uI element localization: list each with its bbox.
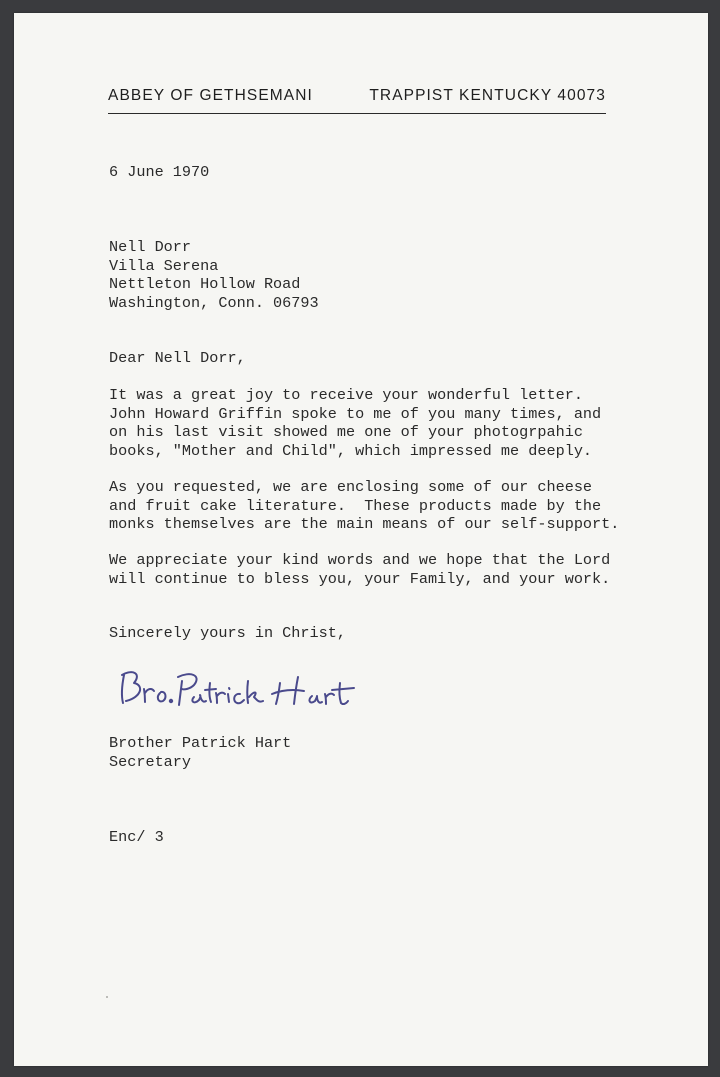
letter-page [14, 13, 708, 1066]
body-paragraph-1-line-3: on his last visit showed me one of your photogrpahic [109, 423, 583, 441]
signer-title: Secretary [109, 752, 192, 771]
handwritten-signature [118, 663, 378, 713]
letterhead [108, 85, 606, 114]
recipient-address-line-3: Washington, Conn. 06793 [109, 293, 319, 312]
body-paragraph-1-line-2: John Howard Griffin spoke to me of you many times, and [109, 404, 602, 423]
body-paragraph-1-line-4: books, "Mother and Child", which impressed me deeply. [109, 441, 593, 460]
body-paragraph-3-line-1: We appreciate your kind words and we hope that the Lord [109, 551, 611, 569]
letterhead-organization: ABBEY OF GETHSEMANI [108, 87, 313, 104]
paper-speck [106, 996, 108, 998]
recipient-address-line-2: Nettleton Hollow Road [109, 275, 301, 293]
body-paragraph-1-line-1: It was a great joy to receive your wonderful letter. [109, 386, 583, 404]
body-paragraph-2-line-3: monks themselves are the main means of our self-support. [109, 515, 620, 533]
body-paragraph-3-line-2: will continue to bless you, your Family, and your work. [109, 569, 611, 588]
letter-date: 6 June 1970 [109, 163, 210, 181]
recipient-address-line-1: Villa Serena [109, 256, 219, 275]
body-paragraph-2-line-2: and fruit cake literature. These products made by the [109, 496, 602, 515]
signature-text: Bro. Patrick Hart [118, 663, 125, 664]
body-paragraph-2-line-1: As you requested, we are enclosing some of our cheese [109, 478, 593, 496]
recipient-name: Nell Dorr [109, 238, 192, 256]
letterhead-location: TRAPPIST KENTUCKY 40073 [369, 87, 606, 104]
salutation: Dear Nell Dorr, [109, 349, 246, 367]
closing: Sincerely yours in Christ, [109, 624, 346, 642]
enclosure-note: Enc/ 3 [109, 828, 164, 846]
signer-name: Brother Patrick Hart [109, 734, 292, 752]
